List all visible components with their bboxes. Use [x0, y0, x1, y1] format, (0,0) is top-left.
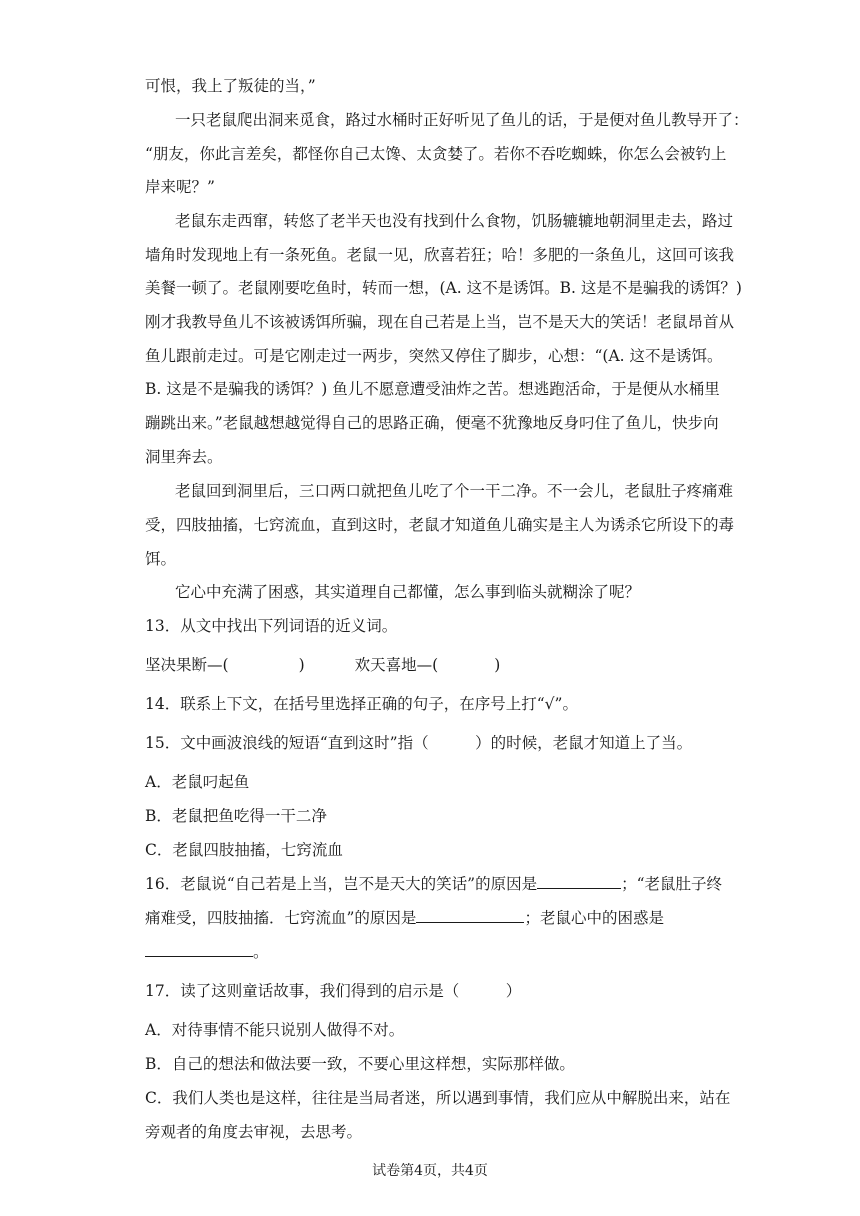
answer-blank[interactable] [145, 955, 253, 957]
question-15: 15．文中画波浪线的短语“直到这时”指（ ）的时候，老鼠才知道上了当。 [145, 734, 693, 752]
passage-line: 可恨，我上了叛徒的当，” [145, 77, 316, 95]
passage-line: 墙角时发现地上有一条死鱼。老鼠一见，欣喜若狂；哈！多肥的一条鱼儿，这回可该我 [145, 246, 735, 264]
passage-line: 刚才我教导鱼儿不该被诱饵所骗，现在自己若是上当，岂不是天大的笑话！老鼠昂首从 [145, 313, 735, 331]
question-14: 14．联系上下文，在括号里选择正确的句子，在序号上打“√”。 [145, 695, 578, 713]
passage-line: B. 这是不是骗我的诱饵？) 鱼儿不愿意遭受油炸之苦。想逃跑活命，于是便从水桶里 [145, 380, 720, 398]
option-a[interactable]: A．老鼠叼起鱼 [145, 773, 250, 791]
question-13-items: 坚决果断—( ) 欢天喜地—( ) [145, 656, 501, 674]
q13-item-b: 欢天喜地—( [354, 656, 439, 674]
option-b[interactable]: B．老鼠把鱼吃得一干二净 [145, 807, 327, 825]
question-16-line-1: 16．老鼠说“自己若是上当，岂不是天大的笑话”的原因是 ；“老鼠肚子终 [145, 875, 723, 893]
page-footer: 试卷第4页，共4页 [372, 1163, 488, 1179]
passage-line: 美餐一顿了。老鼠刚要吃鱼时，转而一想，(A. 这不是诱饵。B. 这是不是骗我的诱饵？) [145, 279, 742, 297]
passage-line: 老鼠回到洞里后，三口两口就把鱼儿吃了个一干二净。不一会儿，老鼠肚子疼痛难 [175, 482, 734, 500]
question-16-line-3: 。 [145, 940, 269, 962]
passage-line: 洞里奔去。 [145, 448, 223, 466]
passage-line: 它心中充满了困惑，其实道理自己都懂，怎么事到临头就糊涂了呢？ [175, 583, 641, 601]
answer-blank[interactable] [416, 921, 524, 923]
option-a[interactable]: A．对待事情不能只说别人做得不对。 [145, 1021, 405, 1039]
option-c[interactable]: C．我们人类也是这样，往往是当局者迷，所以遇到事情，我们应从中解脱出来，站在 [145, 1089, 731, 1107]
q13-item-a: 坚决果断—( [145, 656, 229, 674]
passage-line: 受，四肢抽搐，七窍流血，直到这时，老鼠才知道鱼儿确实是主人为诱杀它所设下的毒 [145, 516, 735, 534]
option-c[interactable]: C．老鼠四肢抽搐，七窍流血 [145, 841, 343, 859]
passage-line: “朋友，你此言差矣，都怪你自己太馋、太贪婪了。若你不吞吃蜘蛛，你怎么会被钓上 [145, 145, 727, 163]
passage-line: 蹦跳出来。”老鼠越想越觉得自己的思路正确，便毫不犹豫地反身叼住了鱼儿，快步向 [145, 414, 719, 432]
passage-line: 一只老鼠爬出洞来觅食，路过水桶时正好听见了鱼儿的话，于是便对鱼儿教导开了： [175, 111, 749, 129]
option-b[interactable]: B．自己的想法和做法要一致，不要心里这样想，实际那样做。 [145, 1055, 575, 1073]
answer-blank[interactable] [537, 887, 621, 889]
passage-line: 饵。 [145, 550, 177, 568]
option-c-continued: 旁观者的角度去审视，去思考。 [145, 1123, 363, 1141]
question-13: 13．从文中找出下列词语的近义词。 [145, 617, 398, 635]
passage-line: 鱼儿跟前走过。可是它刚走过一两步，突然又停住了脚步，心想：“(A. 这不是诱饵。 [145, 347, 723, 365]
passage-line: 老鼠东走西窜，转悠了老半天也没有找到什么食物，饥肠辘辘地朝洞里走去，路过 [175, 212, 734, 230]
question-17: 17．读了这则童话故事，我们得到的启示是（ ） [145, 982, 522, 1000]
passage-line: 岸来呢？” [145, 178, 215, 196]
question-16-line-2: 痛难受，四肢抽搐．七窍流血”的原因是 ；老鼠心中的困惑是 [145, 909, 664, 927]
